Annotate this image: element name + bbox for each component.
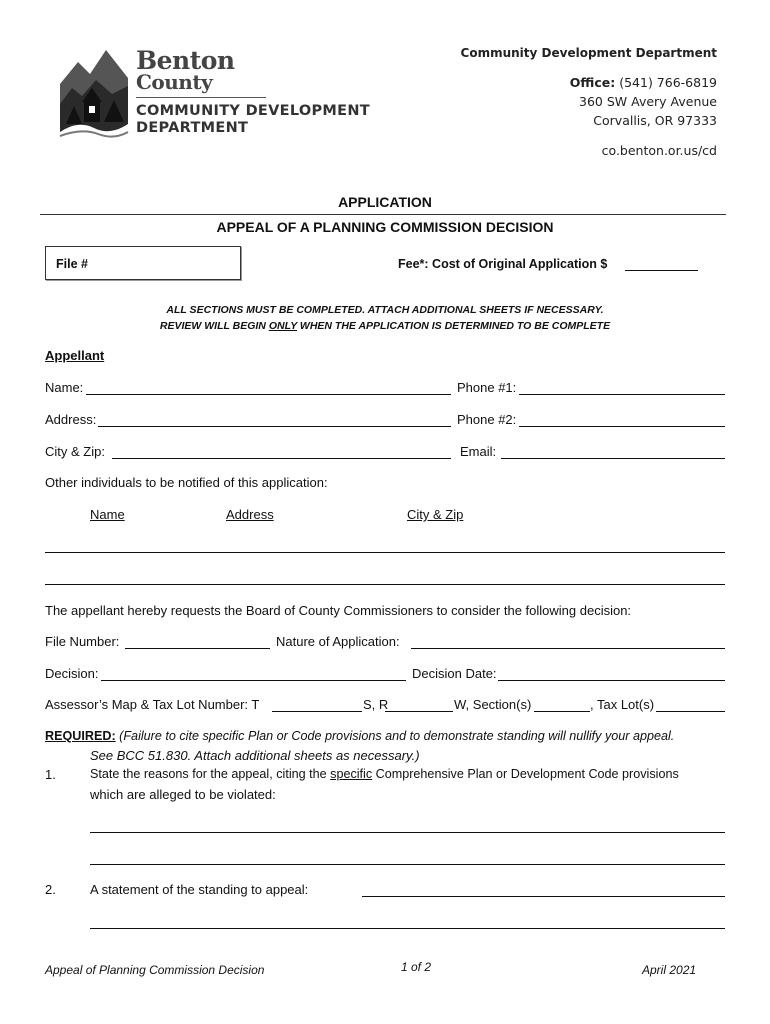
fee-label: Fee*: Cost of Original Application $ [398,257,608,271]
office-line [461,73,717,92]
decision-label: Decision: [45,666,99,681]
section-field[interactable] [534,711,590,712]
item1-text [90,767,679,781]
item1-pre: State the reasons for the appeal, citing the [90,767,331,781]
office-phone: (541) 766-6819 [619,75,717,90]
logo-divider [136,97,266,98]
w-section-label: W, Section(s) [454,697,532,712]
required-label: REQUIRED: [45,729,116,743]
logo-org-name: Benton [136,46,235,75]
item1-answer-line-1[interactable] [90,832,725,833]
nature-label: Nature of Application: [276,634,400,649]
email-label: Email: [460,444,497,459]
logo-org-sub: County [136,70,213,94]
map-label: Assessor’s Map & Tax Lot Number: T [45,697,260,712]
phone2-field[interactable] [519,426,725,427]
notice-line2-post: WHEN THE APPLICATION IS DETERMINED TO BE COMPLETE [297,320,611,332]
item1-post: Comprehensive Plan or Development Code provisions [372,767,679,781]
footer-date: April 2021 [642,963,697,977]
phone1-label: Phone #1: [457,380,517,395]
item1-line2: which are alleged to be violated: [90,787,276,802]
title-rule [40,214,726,215]
address-label: Address: [45,412,97,427]
appellant-heading: Appellant [45,348,105,363]
office-label: Office: [569,75,616,90]
mountain-tree-logo-icon [58,44,130,138]
address-line1: 360 SW Avery Avenue [579,94,717,109]
notice-line2-emph: ONLY [268,320,298,332]
email-field[interactable] [501,458,725,459]
required-text1: (Failure to cite specific Plan or Code provisions and to demonstrate standing will nullify your appeal. [119,729,675,743]
required-text2: See BCC 51.830. Attach additional sheets as necessary.) [90,748,420,763]
item1-answer-line-2[interactable] [90,864,725,865]
s-r-label: S, R [363,697,389,712]
fee-amount-line[interactable] [625,270,698,271]
item2-answer-line-1[interactable] [362,896,725,897]
others-col-cityzip: City & Zip [407,507,464,522]
page-title: APPLICATION [338,194,432,210]
page-subtitle: APPEAL OF A PLANNING COMMISSION DECISION [216,219,554,235]
notice-line2-pre: REVIEW WILL BEGIN [159,320,269,332]
file-number-field[interactable] [125,648,270,649]
phone2-label: Phone #2: [457,412,517,427]
item1-number: 1. [45,767,56,782]
others-col-name: Name [90,507,125,522]
tax-lot-label: , Tax Lot(s) [590,697,655,712]
cityzip-field[interactable] [112,458,451,459]
phone1-field[interactable] [519,394,725,395]
item2-number: 2. [45,882,56,897]
item2-answer-line-2[interactable] [90,928,725,929]
address-line2: Corvallis, OR 97333 [593,113,717,128]
contact-block [461,44,717,160]
decision-field[interactable] [101,680,406,681]
footer-page: 1 of 2 [401,960,432,974]
website: co.benton.or.us/cd [601,143,717,158]
item2-text: A statement of the standing to appeal: [90,882,309,897]
range-field[interactable] [385,711,453,712]
others-label: Other individuals to be notified of this application: [45,475,328,490]
file-number-label: File # [56,257,88,271]
file-number-box[interactable] [45,246,241,280]
nature-field[interactable] [411,648,725,649]
decision-date-field[interactable] [498,680,725,681]
notice-line2 [0,320,770,332]
address-field[interactable] [98,426,451,427]
required-line1 [45,729,674,743]
cityzip-label: City & Zip: [45,444,105,459]
name-field[interactable] [86,394,451,395]
logo-dept-line1: COMMUNITY DEVELOPMENT [136,103,370,119]
others-row-1[interactable] [45,552,725,553]
contact-title: Community Development Department [460,46,717,60]
county-logo [58,44,378,140]
decision-date-label: Decision Date: [412,666,497,681]
tax-lot-field[interactable] [656,711,725,712]
notice-line1: ALL SECTIONS MUST BE COMPLETED. ATTACH ADDITIONAL SHEETS IF NECESSARY. [166,304,604,316]
decision-intro: The appellant hereby requests the Board of County Commissioners to consider the following decision: [45,603,632,618]
name-label: Name: [45,380,84,395]
file-number-label-2: File Number: [45,634,120,649]
logo-dept-line2: DEPARTMENT [136,120,249,136]
others-col-address: Address [226,507,274,522]
others-row-2[interactable] [45,584,725,585]
township-field[interactable] [272,711,362,712]
item1-emph: specific [330,767,373,781]
footer-left: Appeal of Planning Commission Decision [45,963,265,977]
